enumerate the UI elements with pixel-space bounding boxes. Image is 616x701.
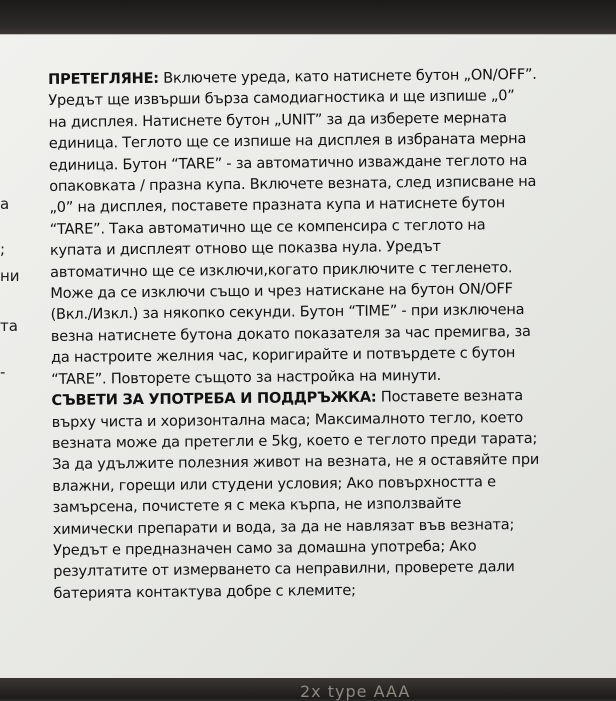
line-text: везна натиснете бутона докато показателя за час премигва, за bbox=[50, 322, 531, 345]
line-text: да настроите желния час, коригирайте и потвърдете с бутон bbox=[50, 344, 516, 367]
line-text: химически препарати и вода, за да не навлязат във везната; bbox=[52, 515, 515, 538]
margin-letter: ; bbox=[0, 240, 6, 258]
line-text: автоматично ще се изключи,когато приключите с тегленето. bbox=[50, 258, 513, 281]
line-text: За да удължите полезния живот на везната, не я оставяйте при bbox=[52, 451, 540, 474]
line-text: батерията контактува добре с клемите; bbox=[53, 581, 356, 602]
line-text: “TARE”. Така автоматично ще се компенсира с теглото на bbox=[49, 216, 486, 238]
line-text: на дисплея. Натиснете бутон „UNIT” за да изберете мерната bbox=[48, 109, 507, 131]
line-text: единица. Теглото ще се изпише на дисплея в избраната мерна bbox=[48, 130, 527, 153]
instruction-text bbox=[48, 63, 616, 604]
line-text: влажни, горещи или студени условия; Ако повърхността е bbox=[52, 473, 496, 495]
line-text: (Вкл./Изкл.) за някопко секунди. Бутон “TIME” - при изключена bbox=[50, 301, 525, 324]
line-text: купата и дисплеят отново ще показва нула. Уредът bbox=[49, 238, 441, 260]
line-text: опаковката / празна купа. Включете везната, след изписване на bbox=[49, 172, 537, 196]
line-text: „0” на дисплея, поставете празната купа и натиснете бутон bbox=[49, 194, 506, 217]
margin-letter: - bbox=[0, 363, 6, 381]
battery-type-text: 2x type AAA bbox=[300, 682, 411, 701]
line-text: Уредът ще извърши бърза самодиагностика и ще изпише „0” bbox=[48, 87, 515, 110]
margin-letter: ни bbox=[0, 267, 20, 285]
line-text: единица. Бутон “TARE” - за автоматично изваждане теглото на bbox=[48, 151, 528, 174]
margin-letter: a bbox=[0, 195, 10, 213]
line-text: замърсена, почистете я с мека кърпа, не използвайте bbox=[52, 494, 462, 517]
line-text: Поставете везната bbox=[376, 387, 524, 406]
section-heading: ПРЕТЕГЛЯНЕ: bbox=[48, 69, 159, 88]
dark-background-top bbox=[0, 0, 616, 38]
line-text: резултатите от измерването са неправилни, проверете дали bbox=[53, 558, 515, 581]
instruction-label bbox=[0, 34, 616, 683]
line-text: везната може да претегли е 5kg, което е теглото преди тарата; bbox=[51, 429, 538, 452]
margin-letter: та bbox=[0, 317, 18, 335]
line-text: Включете уреда, като натиснете бутон „ON/OFF”. bbox=[158, 65, 537, 87]
line-text: Може да се изключи също и чрез натискане на бутон ON/OFF bbox=[50, 280, 513, 303]
line-text: върху чиста и хоризонтална маса; Максималното тегло, което bbox=[51, 408, 524, 431]
line-text: Уредът е предназначен само за домашна употреба; Ако bbox=[52, 537, 477, 559]
section-heading: СЪВЕТИ ЗА УПОТРЕБА И ПОДДРЪЖКА: bbox=[51, 388, 377, 410]
line-text: “TARE”. Повторете същото за настройка на минути. bbox=[51, 366, 442, 388]
cut-off-margin-text bbox=[0, 35, 30, 683]
